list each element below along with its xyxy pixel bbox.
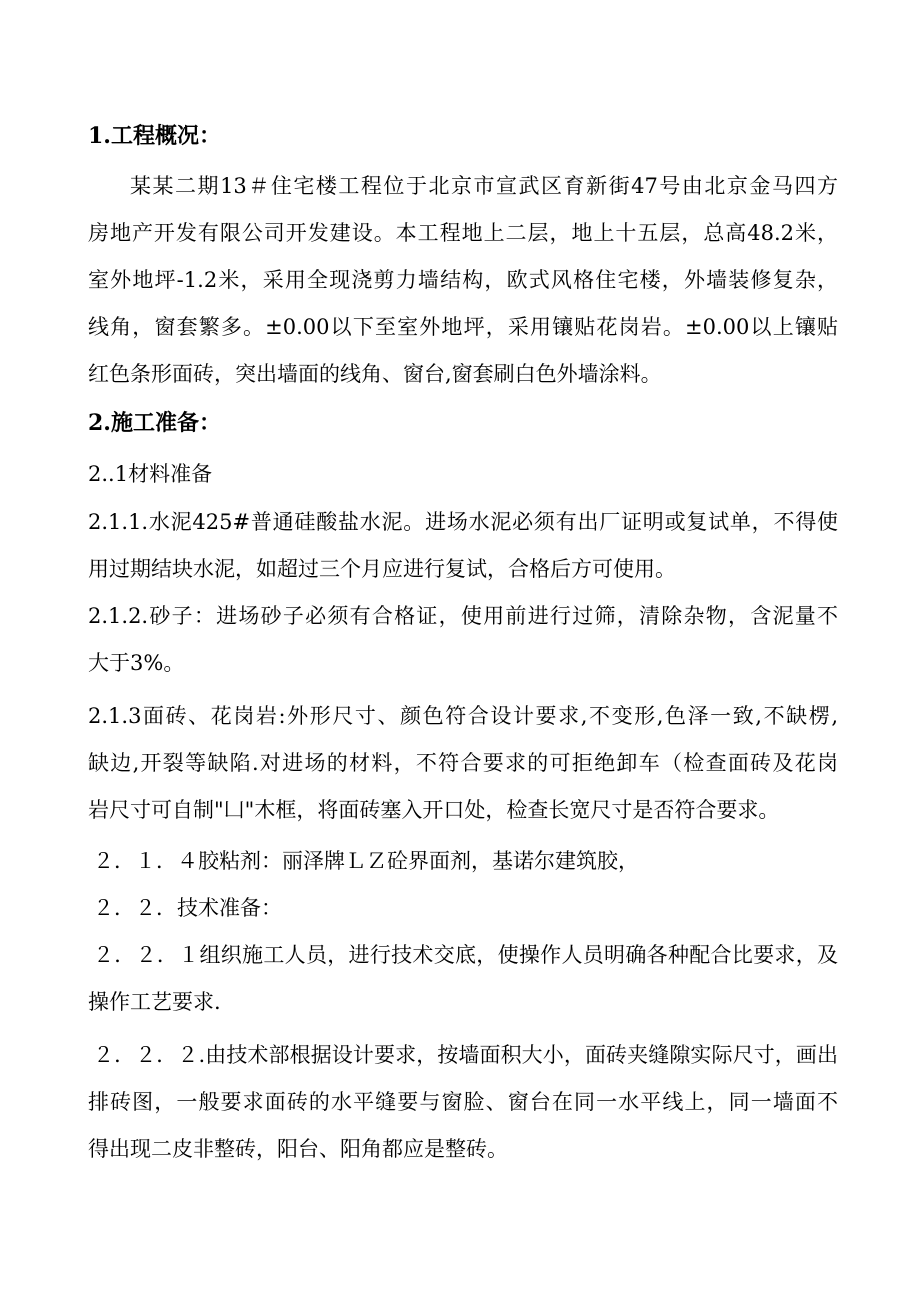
subheading-technical: ２．２．技术准备： [93,896,282,920]
paragraph-line: 排砖图，一般要求面砖的水平缝要与窗脸、窗台在同一水平线上，同一墙面不 [88,1090,838,1114]
paragraph-line: 线角，窗套繁多。±0.00以下至室外地坪，采用镶贴花岗岩。±0.00以上镶贴 [88,315,838,339]
paragraph-line: 室外地坪-1.2米，采用全现浇剪力墙结构，欧式风格住宅楼，外墙装修复杂， [88,268,838,292]
paragraph-line: 得出现二皮非整砖，阳台、阳角都应是整砖。 [88,1137,508,1161]
paragraph-line: 红色条形面砖，突出墙面的线角、窗台,窗套刷白色外墙涂料。 [88,362,662,386]
paragraph-line: 2.1.1.水泥425#普通硅酸盐水泥。进场水泥必须有出厂证明或复试单，不得使 [88,510,838,534]
paragraph-line: 用过期结块水泥，如超过三个月应进行复试，合格后方可使用。 [88,557,676,581]
paragraph-line: 2.1.2.砂子：进场砂子必须有合格证，使用前进行过筛，清除杂物，含泥量不 [88,604,838,628]
paragraph-line: ２．２．２.由技术部根据设计要求，按墙面积大小，面砖夹缝隙实际尺寸，画出 [93,1043,838,1067]
paragraph-line: 缺边,开裂等缺陷.对进场的材料，不符合要求的可拒绝卸车（检查面砖及花岗 [88,751,838,775]
paragraph-line: 大于3%。 [88,651,185,675]
paragraph-line: 房地产开发有限公司开发建设。本工程地上二层，地上十五层，总高48.2米， [88,221,838,245]
paragraph-line: 岩尺寸可自制"凵"木框，将面砖塞入开口处，检查长宽尺寸是否符合要求。 [88,798,780,822]
paragraph-line: 2.1.3面砖、花岗岩:外形尺寸、颜色符合设计要求,不变形,色泽一致,不缺楞, [88,704,838,728]
section-heading-preparation: 2.施工准备： [88,410,221,436]
paragraph-line: 某某二期13＃住宅楼工程位于北京市宣武区育新街47号由北京金马四方 [130,174,838,198]
subheading-materials: 2..1材料准备 [88,462,213,486]
paragraph-line: 操作工艺要求. [88,990,221,1014]
section-heading-overview: 1.工程概况： [88,123,221,149]
paragraph-line: ２．１．４胶粘剂：丽泽牌ＬＺ砼界面剂，基诺尔建筑胶， [93,849,639,873]
paragraph-line: ２．２．１组织施工人员，进行技术交底，使操作人员明确各种配合比要求，及 [93,943,838,967]
